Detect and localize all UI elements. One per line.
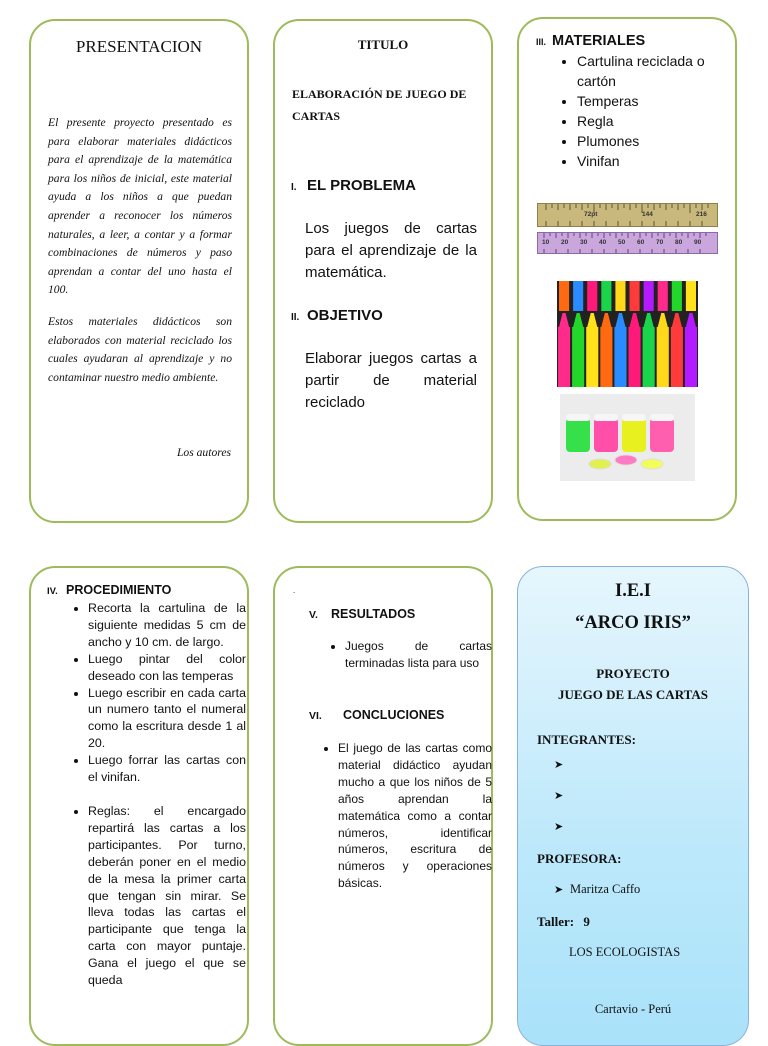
list-item: • Luego forrar las cartas con el vinifan. [88,752,246,786]
list-item: • Regla [577,111,737,131]
ruler-label: 50 [618,239,626,246]
resultados-dot: . [293,586,296,595]
paint-dish [615,455,637,465]
school-type: I.E.I [615,581,651,601]
integrantes-label: INTEGRANTES: [537,732,636,747]
list-item: • Vinifan [577,151,737,171]
markers-image [557,281,698,387]
titulo-panel [273,19,493,523]
paints-image [560,394,695,481]
group-name: LOS ECOLOGISTAS [569,945,681,959]
ruler-label: 20 [561,239,569,246]
list-item: • Recorta la cartulina de la siguiente medidas 5 cm de ancho y 10 cm. de largo. [88,600,246,651]
conclusiones-number: VI. [309,710,322,722]
objetivo-text: Elaborar juegos cartas a partir de material reciclado [305,350,477,411]
list-item: • Cartulina reciclada o cartón [577,51,737,91]
paint-jar-lid [594,414,618,421]
resultados-number: V. [309,609,318,621]
marker-cap [601,281,611,311]
portada-panel [517,566,749,1046]
proyecto-label: PROYECTO [596,666,670,681]
profesora-name: Maritza Caffo [570,882,641,896]
paint-jar-lid [622,414,646,421]
resultados-heading: RESULTADOS [331,607,416,621]
objetivo-number: II. [291,312,300,323]
paint-jar-lid [566,414,590,421]
conclusiones-list [320,740,492,892]
problema-heading: EL PROBLEMA [307,177,416,194]
marker-tip [630,313,640,327]
materiales-number: III. [536,37,547,47]
ruler-label: 72pt [584,211,598,218]
list-item: • Luego escribir en cada carta un numero tanto el numeral como la escritura desde 1 al 20. [88,685,246,753]
ruler-label: 90 [694,239,702,246]
procedimiento-panel [29,566,249,1046]
profesora-label: PROFESORA: [537,851,622,866]
ruler-label: 80 [675,239,683,246]
problema-number: I. [291,182,297,193]
conclusiones-heading: CONCLUCIONES [343,708,445,722]
arrow-bullet-icon: ➤ [554,884,564,896]
paint-jar [622,418,646,452]
paints-drawing [560,394,695,481]
marker-cap [686,281,696,311]
paint-jar [650,418,674,452]
arrow-bullet-icon: ➤ [554,790,564,802]
materiales-panel [517,17,737,521]
list-item: • Luego pintar del color deseado con las temperas [88,651,246,685]
objetivo-heading: OBJETIVO [307,307,383,324]
presentacion-paragraph-2: Estos materiales didácticos son elaborados con material reciclado los cuales ayudaran al aprendizaje y no contaminar nuestro medio ambiente. [48,315,232,384]
problema-heading-row [291,177,416,195]
paint-jar-lid [650,414,674,421]
paint-dish [641,459,663,469]
arrow-bullet-icon: ➤ [554,759,564,771]
procedimiento-heading-row [47,583,171,597]
ruler-label: 30 [580,239,588,246]
marker-cap [559,281,569,311]
marker-body [586,327,598,387]
materiales-heading: MATERIALES [552,33,646,49]
taller-label: Taller: [537,914,575,929]
marker-body [629,327,641,387]
presentacion-signature: Los autores [176,446,231,459]
materiales-list [555,51,737,171]
ruler-label: 10 [542,239,550,246]
titulo-subtitle: ELABORACIÓN DE JUEGO DE CARTAS [292,87,467,123]
marker-body [685,327,697,387]
ruler-label: 60 [637,239,645,246]
problema-text: Los juegos de cartas para el aprendizaje de la matemática. [305,220,477,281]
ruler-image-top [537,203,718,227]
marker-cap [615,281,625,311]
presentacion-paragraph-1: El presente proyecto presentado es para elaborar materiales didácticos para el aprendizaje de la matemática para los niños de inicial, este material ayuda a los niños a que puedan aprender a reconocer los números naturales, a leer, a contar y a formar combinaciones de números y paso aprendan a contar del uno hasta el 100. [48,116,232,297]
location: Cartavio - Perú [594,1002,672,1016]
paint-jar [566,418,590,452]
taller-value: 9 [583,914,590,929]
marker-body [558,327,570,387]
marker-tip [672,313,682,327]
marker-tip [587,313,597,327]
titulo-title: TITULO [357,37,409,52]
marker-body [671,327,683,387]
marker-body [657,327,669,387]
marker-tip [644,313,654,327]
marker-body [600,327,612,387]
markers-drawing [557,281,698,387]
presentacion-panel [29,19,249,523]
marker-tip [658,313,668,327]
taller-row [537,914,590,930]
ruler-label: 216 [696,211,707,218]
marker-cap [644,281,654,311]
marker-tip [601,313,611,327]
materiales-heading-row [536,33,645,49]
paint-jar [594,418,618,452]
marker-tip [573,313,583,327]
marker-cap [630,281,640,311]
marker-body [572,327,584,387]
marker-body [614,327,626,387]
list-item: • Plumones [577,131,737,151]
marker-tip [686,313,696,327]
ruler-ticks-top [538,204,717,226]
paint-dish [589,459,611,469]
resultados-list [327,638,492,672]
list-item: • El juego de las cartas como material didáctico ayudan mucho a que los niños de 5 años aprendan la matemática como a contar números, identificar números, escritura de números y operaciones básicas. [338,740,492,892]
list-item: • Juegos de cartas terminadas lista para uso [345,638,492,672]
conclusiones-heading-row [309,706,444,724]
ruler-label: 70 [656,239,664,246]
ruler-label: 40 [599,239,607,246]
marker-cap [658,281,668,311]
resultados-panel [273,566,493,1046]
marker-tip [615,313,625,327]
marker-cap [573,281,583,311]
school-name: “ARCO IRIS” [575,613,691,633]
presentacion-title: PRESENTACION [75,37,203,56]
marker-cap [672,281,682,311]
procedimiento-heading: PROCEDIMIENTO [66,583,172,597]
ruler-image-bottom [537,232,718,254]
proyecto-title: JUEGO DE LAS CARTAS [558,687,708,702]
list-item: • Reglas: el encargado repartirá las cartas a los participantes. Por turno, deberán poner en el medio de la mesa la primer carta que tengan sin mirar. Se lleva todas las cartas el participante que tenga la carta con mayor puntaje. Gana el juego el que se queda [88,803,246,989]
marker-tip [559,313,569,327]
arrow-bullet-icon: ➤ [554,821,564,833]
procedimiento-number: IV. [47,586,58,597]
marker-body [643,327,655,387]
objetivo-heading-row [291,307,383,325]
ruler-label: 144 [642,211,653,218]
marker-cap [587,281,597,311]
resultados-heading-row [309,605,415,623]
procedimiento-list [71,600,246,989]
list-item: • Temperas [577,91,737,111]
